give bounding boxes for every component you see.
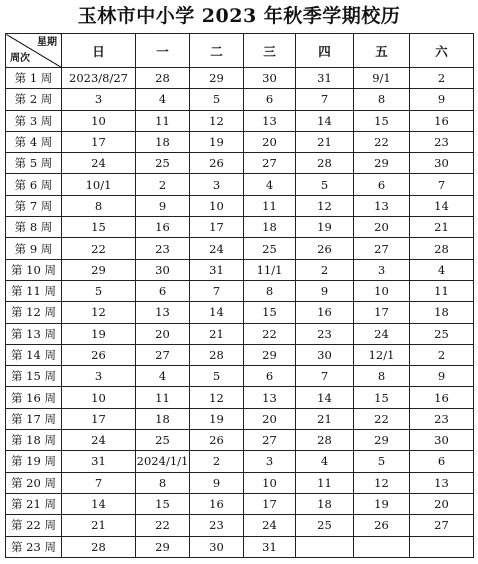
date-cell-mon: 27 xyxy=(136,344,190,365)
date-cell-tue: 23 xyxy=(190,515,244,536)
date-cell-mon: 2024/1/1 xyxy=(136,451,190,472)
corner-header-cell xyxy=(6,34,62,68)
date-cell-tue: 12 xyxy=(190,387,244,408)
week-row xyxy=(6,68,474,89)
date-cell-tue: 19 xyxy=(190,408,244,429)
week-row xyxy=(6,451,474,472)
date-cell-fri: 26 xyxy=(354,515,410,536)
week-label-cell: 第 11 周 xyxy=(6,280,62,301)
date-cell-sun: 22 xyxy=(62,238,136,259)
date-cell-mon: 13 xyxy=(136,302,190,323)
date-cell-thu: 9 xyxy=(296,280,354,301)
date-cell-mon: 9 xyxy=(136,195,190,216)
date-cell-mon: 4 xyxy=(136,89,190,110)
date-cell-mon: 2 xyxy=(136,174,190,195)
date-cell-sat: 18 xyxy=(410,302,474,323)
date-cell-fri: 15 xyxy=(354,110,410,131)
date-cell-wed: 27 xyxy=(244,153,296,174)
week-label-cell: 第 4 周 xyxy=(6,131,62,152)
date-cell-fri: 6 xyxy=(354,174,410,195)
date-cell-mon: 4 xyxy=(136,366,190,387)
date-cell-wed: 13 xyxy=(244,110,296,131)
week-label-cell: 第 18 周 xyxy=(6,430,62,451)
week-label-cell: 第 1 周 xyxy=(6,68,62,89)
week-label-cell: 第 12 周 xyxy=(6,302,62,323)
date-cell-mon: 28 xyxy=(136,68,190,89)
week-row xyxy=(6,131,474,152)
header-day-tue: 二 xyxy=(190,34,244,68)
date-cell-sun: 26 xyxy=(62,344,136,365)
calendar-body xyxy=(6,68,474,558)
date-cell-sat: 23 xyxy=(410,408,474,429)
header-day-sun: 日 xyxy=(62,34,136,68)
date-cell-sat: 28 xyxy=(410,238,474,259)
date-cell-fri: 22 xyxy=(354,408,410,429)
week-row xyxy=(6,280,474,301)
date-cell-tue: 16 xyxy=(190,493,244,514)
date-cell-fri: 29 xyxy=(354,430,410,451)
week-row xyxy=(6,89,474,110)
date-cell-sun: 21 xyxy=(62,515,136,536)
date-cell-sat: 25 xyxy=(410,323,474,344)
date-cell-tue: 29 xyxy=(190,68,244,89)
date-cell-wed: 20 xyxy=(244,408,296,429)
date-cell-fri xyxy=(354,536,410,557)
date-cell-tue: 17 xyxy=(190,217,244,238)
date-cell-sun: 2023/8/27 xyxy=(62,68,136,89)
date-cell-tue: 26 xyxy=(190,430,244,451)
date-cell-sun: 10/1 xyxy=(62,174,136,195)
header-row xyxy=(6,34,474,68)
date-cell-mon: 8 xyxy=(136,472,190,493)
week-row xyxy=(6,366,474,387)
date-cell-sat: 2 xyxy=(410,68,474,89)
date-cell-thu: 18 xyxy=(296,493,354,514)
week-label-cell: 第 22 周 xyxy=(6,515,62,536)
date-cell-wed: 31 xyxy=(244,536,296,557)
date-cell-sat: 4 xyxy=(410,259,474,280)
date-cell-wed: 22 xyxy=(244,323,296,344)
week-label-cell: 第 23 周 xyxy=(6,536,62,557)
date-cell-mon: 15 xyxy=(136,493,190,514)
week-row xyxy=(6,323,474,344)
date-cell-fri: 15 xyxy=(354,387,410,408)
date-cell-sun: 3 xyxy=(62,366,136,387)
date-cell-tue: 5 xyxy=(190,89,244,110)
date-cell-sat: 9 xyxy=(410,366,474,387)
date-cell-thu: 28 xyxy=(296,430,354,451)
date-cell-sat: 14 xyxy=(410,195,474,216)
date-cell-fri: 22 xyxy=(354,131,410,152)
date-cell-fri: 10 xyxy=(354,280,410,301)
date-cell-wed: 27 xyxy=(244,430,296,451)
week-label-cell: 第 9 周 xyxy=(6,238,62,259)
date-cell-sun: 8 xyxy=(62,195,136,216)
date-cell-fri: 27 xyxy=(354,238,410,259)
date-cell-tue: 24 xyxy=(190,238,244,259)
date-cell-mon: 11 xyxy=(136,387,190,408)
week-label-cell: 第 19 周 xyxy=(6,451,62,472)
date-cell-sat: 2 xyxy=(410,344,474,365)
date-cell-sun: 17 xyxy=(62,408,136,429)
date-cell-wed: 11 xyxy=(244,195,296,216)
date-cell-sat: 23 xyxy=(410,131,474,152)
date-cell-fri: 17 xyxy=(354,302,410,323)
date-cell-mon: 25 xyxy=(136,153,190,174)
week-row xyxy=(6,344,474,365)
date-cell-sun: 29 xyxy=(62,259,136,280)
date-cell-thu: 26 xyxy=(296,238,354,259)
date-cell-thu: 23 xyxy=(296,323,354,344)
date-cell-tue: 7 xyxy=(190,280,244,301)
date-cell-thu: 7 xyxy=(296,366,354,387)
date-cell-tue: 2 xyxy=(190,451,244,472)
header-day-thu: 四 xyxy=(296,34,354,68)
date-cell-wed: 18 xyxy=(244,217,296,238)
header-day-sat: 六 xyxy=(410,34,474,68)
date-cell-sun: 24 xyxy=(62,153,136,174)
date-cell-mon: 18 xyxy=(136,408,190,429)
week-row xyxy=(6,174,474,195)
date-cell-thu: 12 xyxy=(296,195,354,216)
date-cell-mon: 29 xyxy=(136,536,190,557)
date-cell-thu: 28 xyxy=(296,153,354,174)
week-label-cell: 第 8 周 xyxy=(6,217,62,238)
week-row xyxy=(6,493,474,514)
date-cell-fri: 12/1 xyxy=(354,344,410,365)
date-cell-wed: 11/1 xyxy=(244,259,296,280)
date-cell-tue: 10 xyxy=(190,195,244,216)
date-cell-thu xyxy=(296,536,354,557)
date-cell-sun: 3 xyxy=(62,89,136,110)
week-label-cell: 第 2 周 xyxy=(6,89,62,110)
week-label-cell: 第 13 周 xyxy=(6,323,62,344)
date-cell-tue: 14 xyxy=(190,302,244,323)
date-cell-sun: 24 xyxy=(62,430,136,451)
week-row xyxy=(6,408,474,429)
date-cell-tue: 28 xyxy=(190,344,244,365)
corner-week-label: 周次 xyxy=(10,53,30,64)
date-cell-tue: 9 xyxy=(190,472,244,493)
date-cell-wed: 13 xyxy=(244,387,296,408)
week-row xyxy=(6,536,474,557)
date-cell-sat: 27 xyxy=(410,515,474,536)
date-cell-fri: 20 xyxy=(354,217,410,238)
date-cell-thu: 4 xyxy=(296,451,354,472)
date-cell-sat: 11 xyxy=(410,280,474,301)
date-cell-thu: 19 xyxy=(296,217,354,238)
date-cell-sun: 19 xyxy=(62,323,136,344)
date-cell-mon: 23 xyxy=(136,238,190,259)
week-label-cell: 第 16 周 xyxy=(6,387,62,408)
date-cell-sun: 10 xyxy=(62,110,136,131)
date-cell-thu: 14 xyxy=(296,387,354,408)
date-cell-wed: 6 xyxy=(244,89,296,110)
date-cell-thu: 31 xyxy=(296,68,354,89)
week-row xyxy=(6,217,474,238)
date-cell-sat: 9 xyxy=(410,89,474,110)
week-label-cell: 第 10 周 xyxy=(6,259,62,280)
date-cell-sat xyxy=(410,536,474,557)
week-row xyxy=(6,430,474,451)
date-cell-fri: 3 xyxy=(354,259,410,280)
date-cell-tue: 5 xyxy=(190,366,244,387)
date-cell-sat: 30 xyxy=(410,430,474,451)
week-row xyxy=(6,259,474,280)
week-row xyxy=(6,515,474,536)
date-cell-wed: 3 xyxy=(244,451,296,472)
date-cell-thu: 16 xyxy=(296,302,354,323)
date-cell-sun: 14 xyxy=(62,493,136,514)
date-cell-thu: 21 xyxy=(296,408,354,429)
date-cell-fri: 9/1 xyxy=(354,68,410,89)
date-cell-sun: 10 xyxy=(62,387,136,408)
date-cell-thu: 21 xyxy=(296,131,354,152)
week-row xyxy=(6,302,474,323)
date-cell-tue: 26 xyxy=(190,153,244,174)
date-cell-fri: 29 xyxy=(354,153,410,174)
date-cell-sat: 16 xyxy=(410,110,474,131)
week-row xyxy=(6,387,474,408)
school-calendar-table xyxy=(5,33,474,558)
date-cell-tue: 19 xyxy=(190,131,244,152)
date-cell-wed: 29 xyxy=(244,344,296,365)
date-cell-wed: 25 xyxy=(244,238,296,259)
week-label-cell: 第 3 周 xyxy=(6,110,62,131)
date-cell-fri: 5 xyxy=(354,451,410,472)
date-cell-thu: 14 xyxy=(296,110,354,131)
date-cell-tue: 12 xyxy=(190,110,244,131)
date-cell-mon: 25 xyxy=(136,430,190,451)
date-cell-tue: 21 xyxy=(190,323,244,344)
date-cell-fri: 8 xyxy=(354,89,410,110)
week-label-cell: 第 20 周 xyxy=(6,472,62,493)
week-row xyxy=(6,195,474,216)
date-cell-mon: 11 xyxy=(136,110,190,131)
date-cell-fri: 24 xyxy=(354,323,410,344)
date-cell-wed: 17 xyxy=(244,493,296,514)
date-cell-thu: 5 xyxy=(296,174,354,195)
date-cell-sun: 7 xyxy=(62,472,136,493)
header-day-wed: 三 xyxy=(244,34,296,68)
date-cell-wed: 24 xyxy=(244,515,296,536)
date-cell-wed: 15 xyxy=(244,302,296,323)
date-cell-sun: 31 xyxy=(62,451,136,472)
date-cell-tue: 31 xyxy=(190,259,244,280)
week-label-cell: 第 17 周 xyxy=(6,408,62,429)
date-cell-mon: 6 xyxy=(136,280,190,301)
date-cell-sun: 28 xyxy=(62,536,136,557)
date-cell-sat: 13 xyxy=(410,472,474,493)
week-row xyxy=(6,238,474,259)
week-row xyxy=(6,110,474,131)
date-cell-wed: 10 xyxy=(244,472,296,493)
date-cell-mon: 18 xyxy=(136,131,190,152)
date-cell-thu: 2 xyxy=(296,259,354,280)
week-label-cell: 第 14 周 xyxy=(6,344,62,365)
date-cell-mon: 20 xyxy=(136,323,190,344)
week-label-cell: 第 5 周 xyxy=(6,153,62,174)
date-cell-fri: 8 xyxy=(354,366,410,387)
date-cell-wed: 4 xyxy=(244,174,296,195)
week-label-cell: 第 6 周 xyxy=(6,174,62,195)
week-label-cell: 第 21 周 xyxy=(6,493,62,514)
date-cell-sat: 16 xyxy=(410,387,474,408)
week-row xyxy=(6,472,474,493)
date-cell-sat: 7 xyxy=(410,174,474,195)
date-cell-thu: 25 xyxy=(296,515,354,536)
corner-weekday-label: 星期 xyxy=(37,37,57,48)
date-cell-sun: 17 xyxy=(62,131,136,152)
date-cell-wed: 6 xyxy=(244,366,296,387)
header-day-mon: 一 xyxy=(136,34,190,68)
date-cell-mon: 30 xyxy=(136,259,190,280)
date-cell-mon: 16 xyxy=(136,217,190,238)
date-cell-sat: 21 xyxy=(410,217,474,238)
week-label-cell: 第 7 周 xyxy=(6,195,62,216)
date-cell-thu: 11 xyxy=(296,472,354,493)
date-cell-fri: 19 xyxy=(354,493,410,514)
week-label-cell: 第 15 周 xyxy=(6,366,62,387)
date-cell-thu: 7 xyxy=(296,89,354,110)
date-cell-sun: 5 xyxy=(62,280,136,301)
date-cell-sat: 20 xyxy=(410,493,474,514)
date-cell-sat: 6 xyxy=(410,451,474,472)
date-cell-wed: 30 xyxy=(244,68,296,89)
date-cell-sat: 30 xyxy=(410,153,474,174)
date-cell-fri: 12 xyxy=(354,472,410,493)
header-day-fri: 五 xyxy=(354,34,410,68)
date-cell-sun: 12 xyxy=(62,302,136,323)
date-cell-tue: 30 xyxy=(190,536,244,557)
date-cell-mon: 22 xyxy=(136,515,190,536)
date-cell-thu: 30 xyxy=(296,344,354,365)
date-cell-tue: 3 xyxy=(190,174,244,195)
week-row xyxy=(6,153,474,174)
date-cell-wed: 20 xyxy=(244,131,296,152)
date-cell-wed: 8 xyxy=(244,280,296,301)
date-cell-fri: 13 xyxy=(354,195,410,216)
page-title: 玉林市中小学 2023 年秋季学期校历 xyxy=(77,5,401,27)
date-cell-sun: 15 xyxy=(62,217,136,238)
